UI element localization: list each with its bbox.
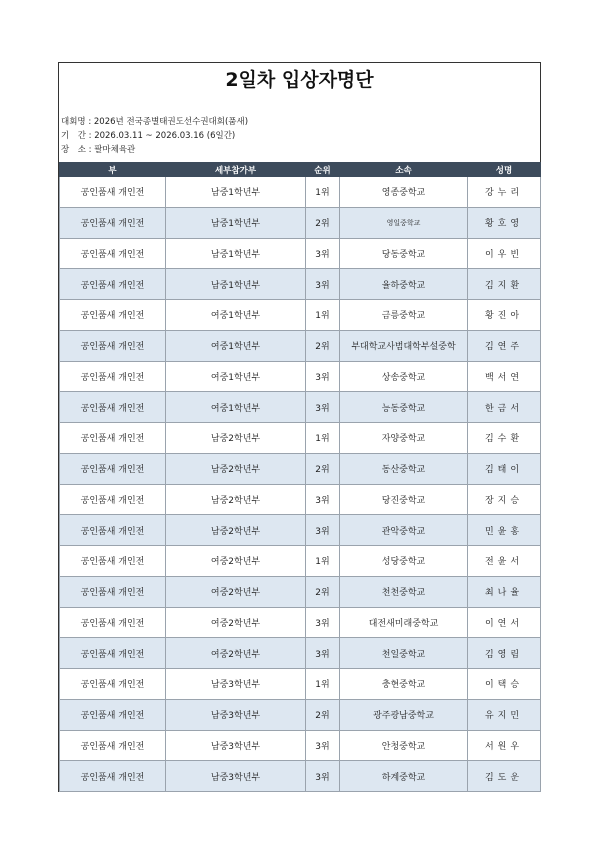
table-row	[60, 392, 541, 423]
division-cell: 공인품새 개인전	[60, 361, 166, 392]
division-cell: 공인품새 개인전	[60, 269, 166, 300]
table-row	[60, 207, 541, 238]
category-cell: 남중3학년부	[166, 730, 306, 761]
division-cell: 공인품새 개인전	[60, 453, 166, 484]
category-cell: 남중1학년부	[166, 269, 306, 300]
category-cell: 남중1학년부	[166, 238, 306, 269]
category-cell: 여중2학년부	[166, 576, 306, 607]
category-cell: 여중2학년부	[166, 638, 306, 669]
rank-cell: 3위	[306, 638, 340, 669]
category-cell: 여중1학년부	[166, 361, 306, 392]
school-cell: 영종중학교	[340, 177, 468, 208]
rank-cell: 1위	[306, 423, 340, 454]
header-rank: 순위	[306, 163, 340, 177]
school-cell: 부대학교사범대학부설중학	[340, 330, 468, 361]
info-venue: 장 소 : 팔마체육관	[61, 145, 136, 155]
school-cell: 당진중학교	[340, 484, 468, 515]
name-cell: 전윤서	[468, 546, 541, 577]
rank-cell: 3위	[306, 761, 340, 792]
rank-cell: 3위	[306, 238, 340, 269]
name-cell: 이연서	[468, 607, 541, 638]
rank-cell: 3위	[306, 269, 340, 300]
division-cell: 공인품새 개인전	[60, 238, 166, 269]
table-row	[60, 638, 541, 669]
name-cell: 김수환	[468, 423, 541, 454]
header-school: 소속	[340, 163, 468, 177]
name-cell: 이택승	[468, 669, 541, 700]
table-row	[60, 484, 541, 515]
name-cell: 강누리	[468, 177, 541, 208]
category-cell: 남중3학년부	[166, 699, 306, 730]
table-row	[60, 607, 541, 638]
table-row	[60, 453, 541, 484]
division-cell: 공인품새 개인전	[60, 392, 166, 423]
division-cell: 공인품새 개인전	[60, 300, 166, 331]
school-cell: 동산중학교	[340, 453, 468, 484]
school-cell: 하계중학교	[340, 761, 468, 792]
results-table	[59, 162, 541, 792]
name-cell: 민윤홍	[468, 515, 541, 546]
table-body	[60, 177, 541, 792]
school-cell: 금릉중학교	[340, 300, 468, 331]
school-cell: 관악중학교	[340, 515, 468, 546]
school-cell: 능동중학교	[340, 392, 468, 423]
header-division: 부	[60, 163, 166, 177]
category-cell: 남중2학년부	[166, 484, 306, 515]
division-cell: 공인품새 개인전	[60, 330, 166, 361]
table-row	[60, 330, 541, 361]
table-row	[60, 269, 541, 300]
school-cell: 천천중학교	[340, 576, 468, 607]
division-cell: 공인품새 개인전	[60, 546, 166, 577]
results-sheet	[58, 62, 541, 792]
school-cell: 성당중학교	[340, 546, 468, 577]
category-cell: 여중2학년부	[166, 546, 306, 577]
name-cell: 한금서	[468, 392, 541, 423]
school-cell: 율하중학교	[340, 269, 468, 300]
division-cell: 공인품새 개인전	[60, 669, 166, 700]
document-title: 2일차 입상자명단	[225, 69, 374, 91]
name-cell: 김도운	[468, 761, 541, 792]
school-cell: 영일중학교	[340, 207, 468, 238]
rank-cell: 3위	[306, 361, 340, 392]
division-cell: 공인품새 개인전	[60, 177, 166, 208]
category-cell: 여중1학년부	[166, 300, 306, 331]
table-row	[60, 361, 541, 392]
table-row	[60, 238, 541, 269]
name-cell: 서원우	[468, 730, 541, 761]
division-cell: 공인품새 개인전	[60, 423, 166, 454]
header-category: 세부참가부	[166, 163, 306, 177]
category-cell: 남중1학년부	[166, 207, 306, 238]
table-header-row	[60, 163, 541, 177]
info-period: 기 간 : 2026.03.11 ~ 2026.03.16 (6일간)	[61, 131, 236, 141]
division-cell: 공인품새 개인전	[60, 576, 166, 607]
table-row	[60, 699, 541, 730]
category-cell: 남중2학년부	[166, 515, 306, 546]
table-row	[60, 576, 541, 607]
rank-cell: 3위	[306, 484, 340, 515]
name-cell: 황호영	[468, 207, 541, 238]
name-cell: 김태이	[468, 453, 541, 484]
division-cell: 공인품새 개인전	[60, 607, 166, 638]
school-cell: 당동중학교	[340, 238, 468, 269]
division-cell: 공인품새 개인전	[60, 699, 166, 730]
name-cell: 김영림	[468, 638, 541, 669]
info-competition-name: 대회명 : 2026년 전국종별태권도선수권대회(품새)	[61, 117, 249, 127]
category-cell: 남중3학년부	[166, 669, 306, 700]
rank-cell: 1위	[306, 669, 340, 700]
header-name: 성명	[468, 163, 541, 177]
rank-cell: 3위	[306, 607, 340, 638]
school-cell: 충현중학교	[340, 669, 468, 700]
division-cell: 공인품새 개인전	[60, 638, 166, 669]
name-cell: 백서연	[468, 361, 541, 392]
rank-cell: 2위	[306, 576, 340, 607]
school-cell: 대전새미래중학교	[340, 607, 468, 638]
rank-cell: 2위	[306, 453, 340, 484]
rank-cell: 3위	[306, 730, 340, 761]
table-row	[60, 669, 541, 700]
table-row	[60, 730, 541, 761]
name-cell: 최나율	[468, 576, 541, 607]
category-cell: 남중1학년부	[166, 177, 306, 208]
name-cell: 김연주	[468, 330, 541, 361]
category-cell: 남중2학년부	[166, 423, 306, 454]
name-cell: 유지민	[468, 699, 541, 730]
rank-cell: 3위	[306, 515, 340, 546]
rank-cell: 1위	[306, 546, 340, 577]
school-cell: 안청중학교	[340, 730, 468, 761]
division-cell: 공인품새 개인전	[60, 207, 166, 238]
school-cell: 천일중학교	[340, 638, 468, 669]
rank-cell: 2위	[306, 699, 340, 730]
division-cell: 공인품새 개인전	[60, 484, 166, 515]
table-row	[60, 300, 541, 331]
category-cell: 여중1학년부	[166, 330, 306, 361]
name-cell: 장지승	[468, 484, 541, 515]
school-cell: 상송중학교	[340, 361, 468, 392]
table-row	[60, 546, 541, 577]
division-cell: 공인품새 개인전	[60, 515, 166, 546]
table-row	[60, 177, 541, 208]
division-cell: 공인품새 개인전	[60, 761, 166, 792]
rank-cell: 3위	[306, 392, 340, 423]
table-row	[60, 515, 541, 546]
rank-cell: 2위	[306, 207, 340, 238]
rank-cell: 2위	[306, 330, 340, 361]
table-row	[60, 761, 541, 792]
rank-cell: 1위	[306, 177, 340, 208]
school-cell: 광주광남중학교	[340, 699, 468, 730]
name-cell: 김지환	[468, 269, 541, 300]
school-cell: 자양중학교	[340, 423, 468, 454]
name-cell: 황진아	[468, 300, 541, 331]
category-cell: 여중1학년부	[166, 392, 306, 423]
category-cell: 남중2학년부	[166, 453, 306, 484]
division-cell: 공인품새 개인전	[60, 730, 166, 761]
rank-cell: 1위	[306, 300, 340, 331]
table-row	[60, 423, 541, 454]
name-cell: 이우빈	[468, 238, 541, 269]
category-cell: 여중2학년부	[166, 607, 306, 638]
category-cell: 남중3학년부	[166, 761, 306, 792]
